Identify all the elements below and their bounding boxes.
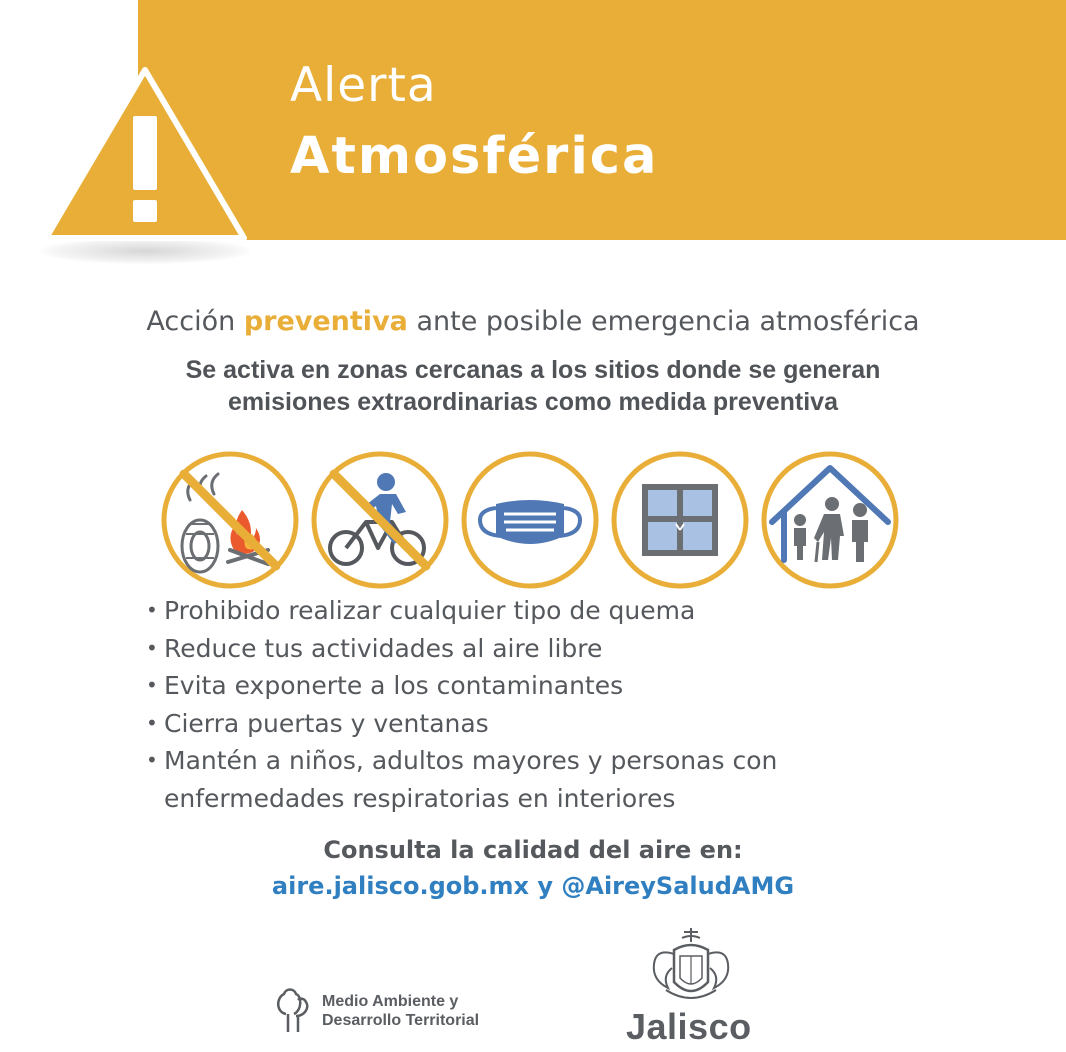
recommendation-text: Cierra puertas y ventanas [164,708,489,738]
family-indoors-icon [760,450,900,590]
agency-name [322,992,479,1030]
no-outdoor-activity-icon [310,450,450,590]
no-burning-icon [160,450,300,590]
agency-name-line2: Desarrollo Territorial [322,1012,480,1029]
recommendation-text: Prohibido realizar cualquier tipo de quema [164,596,696,625]
list-item [146,592,864,630]
action-suffix: ante posible emergencia atmosférica [416,306,920,337]
agency-name-line1: Medio Ambiente y [322,993,459,1010]
bullet-icon: • [146,598,158,622]
face-mask-icon [460,450,600,590]
closed-window-icon [610,450,750,590]
consult-links[interactable]: aire.jalisco.gob.mx y @AireySaludAMG [271,872,795,900]
warning-triangle-icon [40,62,250,247]
bullet-icon: • [146,635,158,660]
action-prefix: Acción [146,306,236,337]
activation-note-line1: Se activa en zonas cercanas a los sitios donde se generan [185,356,881,384]
jalisco-wordmark: Jalisco [626,1006,752,1047]
consult-label: Consulta la calidad del aire en: [323,836,743,864]
list-item [146,705,864,743]
recommendations-list [146,592,864,817]
list-item [146,630,864,668]
recommendation-text: Reduce tus actividades al aire libre [164,633,603,663]
page-title-line2: Atmosférica [290,127,659,186]
action-highlight: preventiva [243,306,408,337]
jalisco-crest-icon [648,928,734,1008]
activation-note [0,354,1066,418]
list-item [146,667,864,705]
bullet-icon: • [146,673,158,697]
header-banner [138,0,1066,240]
recommendation-text: Evita exponerte a los contaminantes [164,671,624,700]
action-statement [0,306,1066,337]
bullet-icon: • [146,748,158,772]
bullet-icon: • [146,710,158,735]
tree-logo-icon [274,986,312,1036]
activation-note-line2: emisiones extraordinarias como medida preventiva [228,388,838,416]
page-title-line1: Alerta [290,58,437,113]
recommendation-text: Mantén a niños, adultos mayores y personas con enfermedades respiratorias en interiores [164,746,778,813]
list-item [146,742,864,817]
